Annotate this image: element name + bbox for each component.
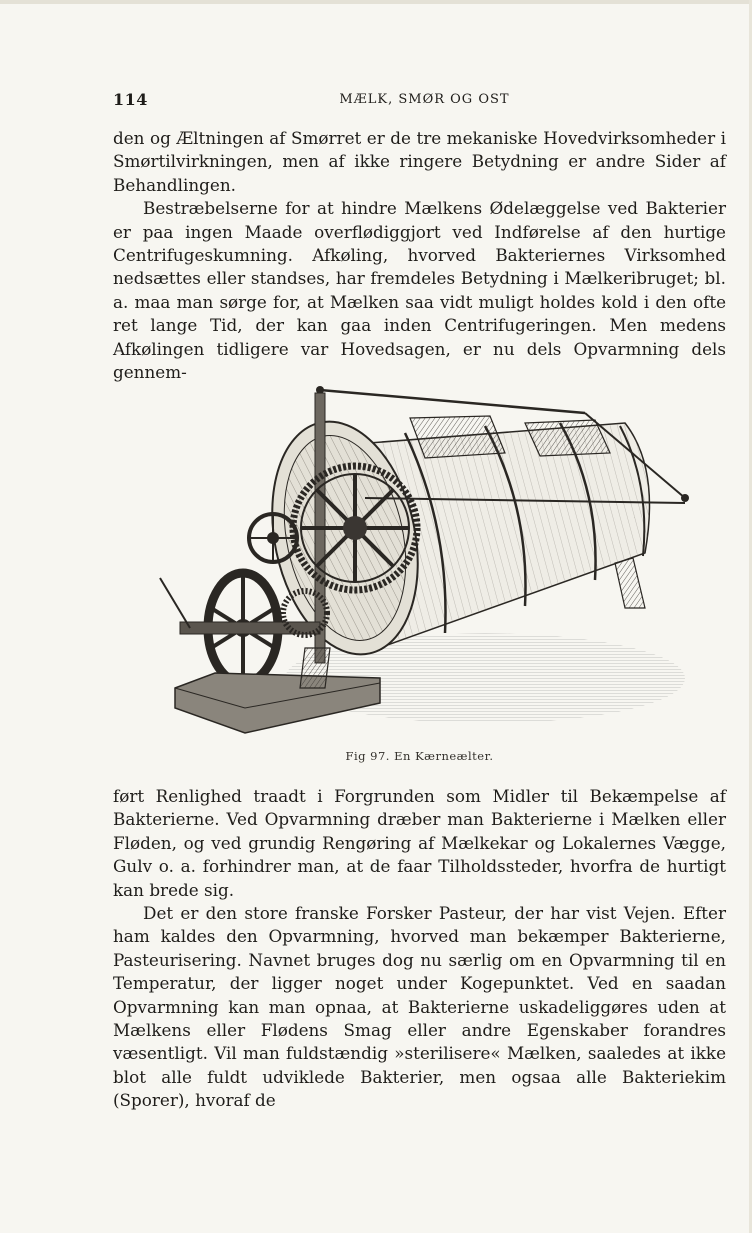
- page-header: [113, 90, 726, 112]
- figure-caption: Fig 97. En Kærneælter.: [345, 749, 494, 763]
- paragraph: Det er den store franske Forsker Pasteur, der har vist Vejen. Efter ham kaldes den Opvarmning, hvorved man bekæmper Bakterierne, Pasteurisering. Navnet bruges dog nu særlig om en Opvarmning til en Temperatur, der ligger noget under Kogepunktet. Ved en saadan Opvarmning kan man opnaa, at Bakterierne uskadeliggøres uden at Mælkens eller Flødens Smag eller andre Egenskaber forandres væsentligt. Vil man fuldstændig »sterilisere« Mælken, saaledes at ikke blot alle fuldt udviklede Bakterier, men ogsaa alle Bakteriekim (Sporer), hvoraf de: [113, 903, 726, 1111]
- figure-churn-illustration: [155, 378, 700, 743]
- body-text-bottom: [113, 785, 726, 1113]
- body-text-top: [113, 127, 726, 384]
- paragraph: ført Renlighed traadt i Forgrunden som Midler til Bekæmpelse af Bakterierne. Ved Opvarmning dræber man Bakterierne i Mælken eller Fløden, og ved grundig Rengøring af Mælkekar og Lokalernes Vægge, Gulv o. a. forhindrer man, at de faar Tilholdssteder, hvorfra de hurtigt kan brede sig.: [113, 786, 726, 900]
- paragraph: den og Æltningen af Smørret er de tre mekaniske Hovedvirksomheder i Smørtilvirkningen, men af ikke ringere Betydning er andre Sider af Behandlingen.: [113, 128, 726, 195]
- page-edge: [0, 0, 752, 4]
- page-number: 114: [113, 90, 148, 109]
- paragraph: Bestræbelserne for at hindre Mælkens Ødelæggelse ved Bakterier er paa ingen Maade overflødiggjort ved Indførelse af den hurtige Centrifugeskumning. Afkøling, hvorved Bakteriernes Virksomhed nedsættes eller standses, har fremdeles Betydning i Mælkeribruget; bl. a. maa man sørge for, at Mælken saa vidt muligt holdes kold i den ofte ret lange Tid, der kan gaa inden Centrifugeringen. Men medens Afkølingen tidligere var Hovedsagen, er nu dels Opvarmning dels gennem-: [113, 198, 726, 383]
- butter-churn-engraving: [155, 378, 700, 743]
- running-head: MÆLK, SMØR OG OST: [339, 92, 510, 107]
